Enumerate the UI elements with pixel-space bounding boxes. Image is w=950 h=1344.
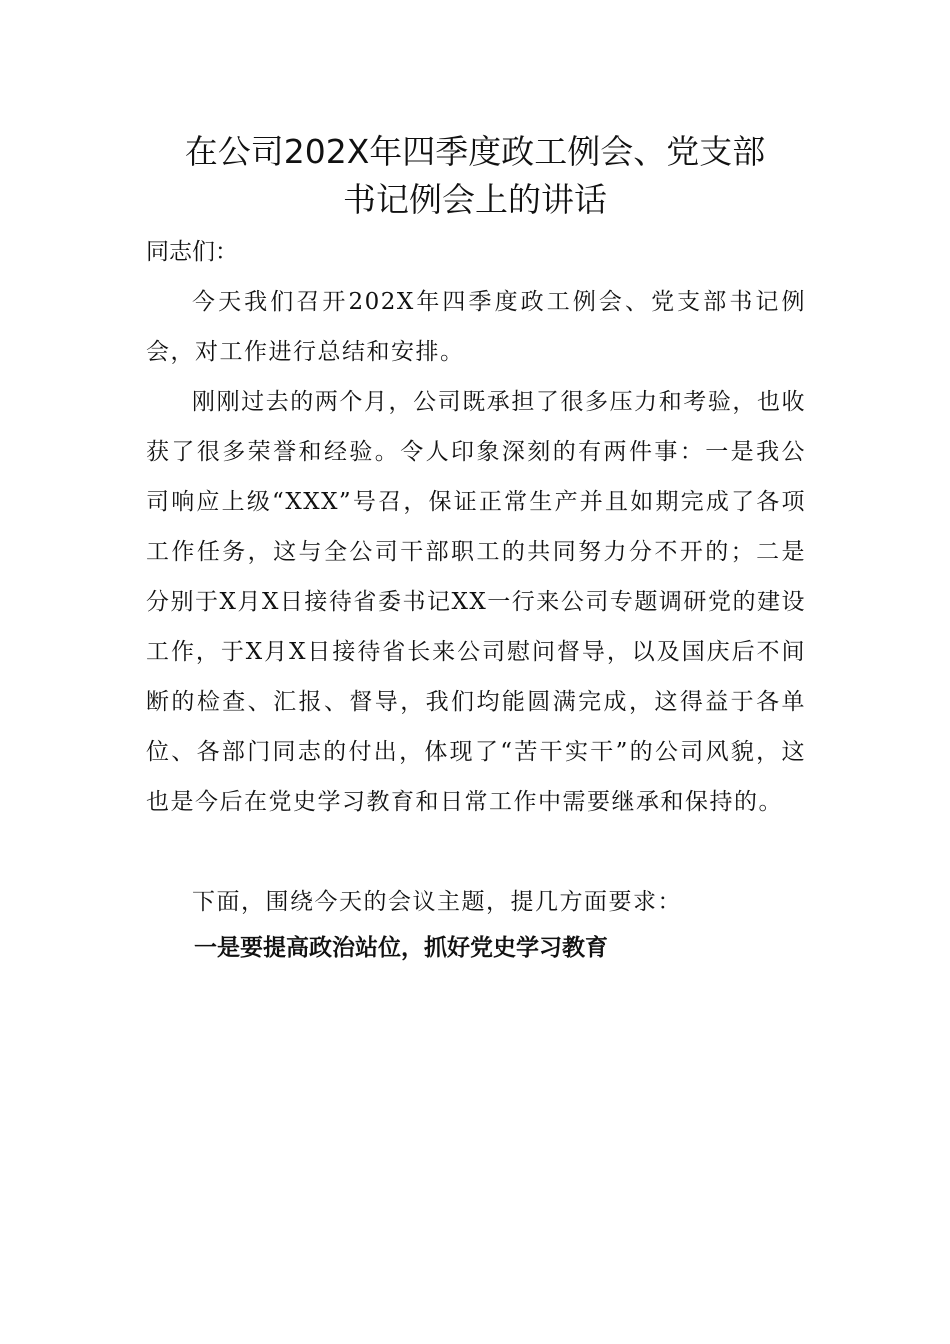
paragraph-opening: 今天我们召开202X年四季度政工例会、党支部书记例会，对工作进行总结和安排。 <box>146 289 806 365</box>
title-line-1: 在公司202X年四季度政工例会、党支部 <box>184 132 766 171</box>
section-heading: 一是要提高政治站位，抓好党史学习教育 <box>194 935 608 961</box>
page-title <box>120 128 830 224</box>
paragraph-review: 刚刚过去的两个月，公司既承担了很多压力和考验，也收获了很多荣誉和经验。令人印象深刻的有两件事：一是我公司响应上级“XXX”号召，保证正常生产并且如期完成了各项工作任务，这与全公司干部职工的共同努力分不开的；二是分别于X月X日接待省委书记XX一行来公司专题调研党的建设工作，于X月X日接待省长来公司慰问督导，以及国庆后不间断的检查、汇报、督导，我们均能圆满完成，这得益于各单位、各部门同志的付出，体现了“苦干实干”的公司风貌，这也是今后在党史学习教育和日常工作中需要继承和保持的。 <box>146 389 806 815</box>
salutation: 同志们： <box>146 239 238 265</box>
paragraph-requirements-intro: 下面，围绕今天的会议主题，提几方面要求： <box>192 889 682 915</box>
title-line-2: 书记例会上的讲话 <box>343 180 607 219</box>
